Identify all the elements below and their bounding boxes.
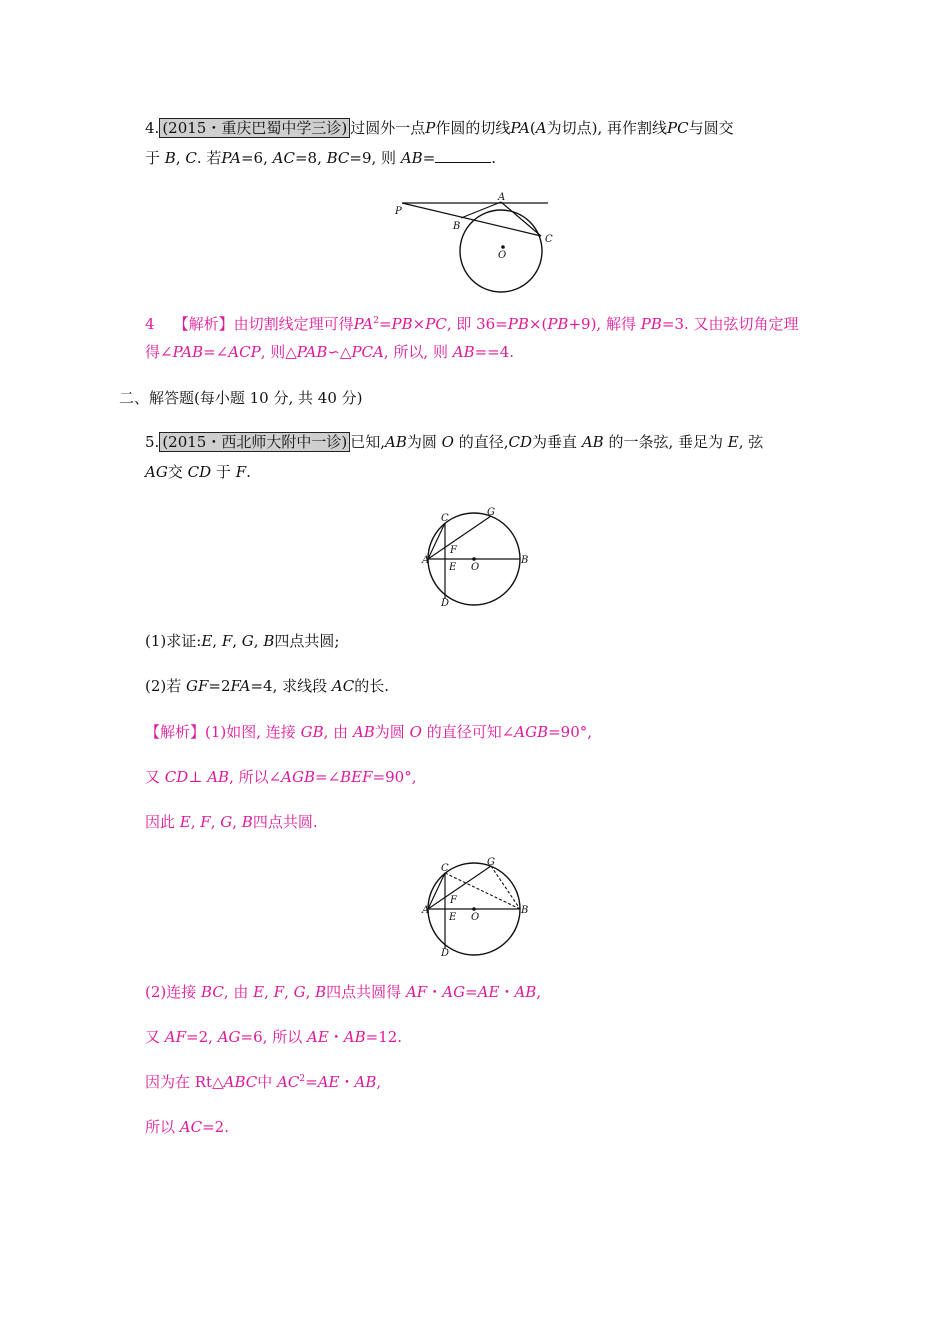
sol-text: ・ xyxy=(339,1073,355,1091)
chord-ag xyxy=(428,516,491,559)
center-point xyxy=(472,557,476,561)
label-g: G xyxy=(487,507,495,518)
q4-text: 为切点), 再作割线 xyxy=(546,119,667,137)
sol-text: 所以 xyxy=(145,1118,176,1136)
q5-text: , 弦 xyxy=(738,433,764,451)
sol-text: × xyxy=(412,315,426,333)
q4-text: =6, xyxy=(240,149,268,167)
sol-text: 由切割线定理可得 xyxy=(233,315,354,333)
part-var: E xyxy=(201,632,213,650)
q4-text: =8, xyxy=(294,149,322,167)
sol-text: =6, 所以 xyxy=(240,1028,303,1046)
sol-text: =90°, xyxy=(372,768,417,786)
sol-var: AE xyxy=(317,1073,340,1091)
sol-text: ・ xyxy=(499,983,515,1001)
q5-text: 为垂直 xyxy=(532,433,578,451)
sol-var: AGB xyxy=(514,723,549,741)
q4-text: , xyxy=(175,149,186,167)
q5-text: 交 xyxy=(167,463,183,481)
sol-text: , xyxy=(305,983,316,1001)
sol-var: O xyxy=(409,723,422,741)
sol-var: CD xyxy=(164,768,189,786)
sol-text: 因此 xyxy=(145,813,176,831)
label-f: F xyxy=(450,545,457,556)
sol-var: E xyxy=(179,813,191,831)
q5-var: CD xyxy=(508,433,533,451)
label-g: G xyxy=(487,857,495,868)
sol-text: , xyxy=(232,813,242,831)
label-o: O xyxy=(498,250,507,261)
q4-text: 作圆的切线 xyxy=(435,119,511,137)
q5-var: AB xyxy=(384,433,407,451)
sol-var: PAB xyxy=(296,343,328,361)
part-var: AC xyxy=(331,677,355,695)
sol-text: 为圆 xyxy=(374,723,405,741)
label-b: B xyxy=(521,555,529,566)
sol-text: , 由 xyxy=(323,723,349,741)
label-o: O xyxy=(471,912,480,923)
q5-var: E xyxy=(727,433,739,451)
q4-source-tag: (2015・重庆巴蜀中学三诊) xyxy=(159,118,350,138)
q5-var: F xyxy=(235,463,247,481)
q4-text: = xyxy=(422,149,436,167)
sol-text: , 所以∠ xyxy=(229,768,282,786)
sol-text: +9), 解得 xyxy=(568,315,636,333)
sol-var: E xyxy=(253,983,265,1001)
sol-text: , 所以, 则 xyxy=(383,343,448,361)
label-o: O xyxy=(471,562,480,573)
q4-text: 于 xyxy=(145,149,161,167)
q4-text: ( xyxy=(529,119,536,137)
sol-var: BEF xyxy=(340,768,373,786)
label-b: B xyxy=(521,905,529,916)
sol-var: PCA xyxy=(351,343,384,361)
label-f: F xyxy=(450,895,457,906)
sol-var: B xyxy=(315,983,327,1001)
label-c: C xyxy=(545,234,553,245)
sol-var: G xyxy=(293,983,306,1001)
sol-var: AF xyxy=(405,983,428,1001)
q5-text: 的直径, xyxy=(458,433,509,451)
q4-text: . 若 xyxy=(196,149,222,167)
sol-text: , 则△ xyxy=(260,343,297,361)
sol-text: 四点共圆得 xyxy=(326,983,402,1001)
sol-text: , xyxy=(284,983,294,1001)
q5-text: 为圆 xyxy=(406,433,437,451)
sol-text: (1)如图, 连接 xyxy=(205,723,296,741)
sol-text: 中 xyxy=(257,1073,273,1091)
sol5-line-7 xyxy=(145,1117,229,1137)
sol-text: , xyxy=(210,813,221,831)
sol-text: =2, xyxy=(186,1028,213,1046)
q4-var: AC xyxy=(272,149,295,167)
sol-text: ・ xyxy=(427,983,443,1001)
sol-var: AF xyxy=(164,1028,187,1046)
sol-text: ∽△ xyxy=(327,343,352,361)
sol-text: , xyxy=(536,983,542,1001)
sol-var: ACP xyxy=(228,343,261,361)
label-d: D xyxy=(441,598,450,609)
part-text: , xyxy=(212,632,222,650)
sol-text: , 由 xyxy=(223,983,249,1001)
q4-var: C xyxy=(185,149,197,167)
part-text: 四点共圆; xyxy=(274,632,340,650)
sol-text: ×( xyxy=(528,315,548,333)
part-text: , xyxy=(232,632,242,650)
sol-var: PB xyxy=(640,315,662,333)
sol-text: = xyxy=(465,983,478,1001)
q5-var: O xyxy=(441,433,454,451)
chord-ag xyxy=(428,866,491,909)
label-d: D xyxy=(441,948,450,959)
part-text: =2 xyxy=(208,677,231,695)
sol-var: G xyxy=(220,813,233,831)
sol-text: ・ xyxy=(328,1028,344,1046)
label-e: E xyxy=(449,562,457,573)
sol-text: , xyxy=(264,983,274,1001)
q4-number: 4. xyxy=(145,119,160,137)
sol-var: AB xyxy=(352,723,375,741)
sol-text: = xyxy=(378,315,392,333)
sol-text: , xyxy=(376,1073,382,1091)
sol-var: AB xyxy=(514,983,537,1001)
part-var: F xyxy=(221,632,233,650)
sol-var: AB xyxy=(452,343,475,361)
sol-var: PAB xyxy=(172,343,204,361)
q4-var: PC xyxy=(666,119,689,137)
sol-var: AB xyxy=(354,1073,377,1091)
label-a: A xyxy=(422,905,430,916)
sol-text: , xyxy=(190,813,201,831)
sol-text: 又 xyxy=(145,768,161,786)
sol-var: AB xyxy=(343,1028,366,1046)
label-a: A xyxy=(422,555,430,566)
part-var: GF xyxy=(186,677,209,695)
q4-var: BC xyxy=(326,149,350,167)
sol-text: 又 xyxy=(145,1028,161,1046)
part-var: B xyxy=(263,632,275,650)
q4-text: . xyxy=(491,149,497,167)
part-text: (1)求证: xyxy=(145,632,202,650)
sol-var: B xyxy=(241,813,253,831)
sol5-line-6 xyxy=(145,1072,381,1092)
figure-tangent-secant xyxy=(390,192,560,292)
label-c: C xyxy=(441,863,449,874)
sol-text: =2. xyxy=(202,1118,229,1136)
sol-var: PB xyxy=(391,315,413,333)
sol-var: GB xyxy=(300,723,324,741)
part-var: FA xyxy=(230,677,251,695)
secant-line-pc xyxy=(402,203,541,236)
superscript: 2 xyxy=(373,316,379,326)
sol-var: PB xyxy=(547,315,569,333)
sol-text: =12. xyxy=(365,1028,403,1046)
part-text: (2)若 xyxy=(145,677,182,695)
sol-var: F xyxy=(273,983,285,1001)
q5-number: 5. xyxy=(145,433,160,451)
sol-text: , 即 36= xyxy=(446,315,508,333)
sol-text: ==4. xyxy=(474,343,515,361)
q5-text: 已知, xyxy=(350,433,385,451)
q5-var: CD xyxy=(187,463,212,481)
analysis-tag: 【解析】 xyxy=(173,315,234,333)
sol-var: PA xyxy=(353,315,374,333)
sol5-line-2 xyxy=(145,767,416,787)
sol-text: (2)连接 xyxy=(145,983,197,1001)
answer-value: 4 xyxy=(145,315,155,333)
q5-line-1 xyxy=(145,432,763,452)
sol5-line-3 xyxy=(145,812,318,832)
q4-var: A xyxy=(535,119,547,137)
sol-var: PB xyxy=(507,315,529,333)
part-text: =4, 求线段 xyxy=(250,677,328,695)
sol-text: = xyxy=(305,1073,318,1091)
sol-var: AG xyxy=(217,1028,241,1046)
label-c: C xyxy=(441,513,449,524)
q4-text: 与圆交 xyxy=(688,119,734,137)
q4-text: =9, 则 xyxy=(349,149,397,167)
q5-text: . xyxy=(246,463,251,481)
sol-var: F xyxy=(200,813,211,831)
sol-text: 得∠ xyxy=(145,343,173,361)
q5-line-2 xyxy=(145,462,251,482)
q5-part-1 xyxy=(145,631,339,651)
sol5-line-1 xyxy=(145,722,592,742)
sol-text: =3. 又由弦切角定理 xyxy=(661,315,799,333)
q4-var: B xyxy=(164,149,176,167)
sol-text: =∠ xyxy=(203,343,229,361)
sol-var: AB xyxy=(207,768,230,786)
sol-var: AC xyxy=(179,1118,203,1136)
part-text: , xyxy=(253,632,264,650)
label-e: E xyxy=(449,912,457,923)
q4-var: PA xyxy=(221,149,241,167)
analysis-tag: 【解析】 xyxy=(145,723,206,741)
sol-text: ⊥ xyxy=(188,768,203,786)
label-a: A xyxy=(498,192,506,203)
superscript: 2 xyxy=(299,1074,306,1084)
sol5-line-5 xyxy=(145,1027,402,1047)
q4-text: 过圆外一点 xyxy=(350,119,426,137)
q4-line-1 xyxy=(145,118,734,138)
sol-text: 因为在 Rt△ xyxy=(145,1073,224,1091)
sol4-line-2 xyxy=(145,342,514,362)
sol-text: 四点共圆. xyxy=(252,813,318,831)
sol-var: AE xyxy=(477,983,500,1001)
q4-var: PA xyxy=(510,119,530,137)
q5-source-tag: (2015・西北师大附中一诊) xyxy=(159,432,350,452)
q4-var: P xyxy=(425,119,436,137)
label-p: P xyxy=(395,206,402,217)
sol4-line-1 xyxy=(145,314,799,334)
sol-var: AGB xyxy=(281,768,316,786)
sol-var: AE xyxy=(306,1028,329,1046)
q5-var: AB xyxy=(581,433,604,451)
sol-text: 的直径可知∠ xyxy=(426,723,515,741)
center-point xyxy=(501,245,505,249)
sol-text: =∠ xyxy=(315,768,341,786)
q4-var: AB xyxy=(400,149,423,167)
sol-var: AG xyxy=(442,983,466,1001)
sol-var: PC xyxy=(425,315,447,333)
q5-text: 的一条弦, 垂足为 xyxy=(608,433,724,451)
q5-part-2 xyxy=(145,676,389,696)
sol-var: BC xyxy=(201,983,224,1001)
q5-var: AG xyxy=(145,463,168,481)
answer-blank xyxy=(435,148,491,163)
section-heading: 二、解答题(每小题 10 分, 共 40 分) xyxy=(119,389,363,407)
sol-var: ABC xyxy=(223,1073,258,1091)
q5-text: 于 xyxy=(215,463,231,481)
figure-circle-chord-dashed xyxy=(420,855,535,959)
center-point xyxy=(472,907,476,911)
part-var: G xyxy=(241,632,254,650)
sol-var: AC xyxy=(277,1073,300,1091)
label-b: B xyxy=(453,221,461,232)
figure-circle-chord xyxy=(420,505,535,609)
part-text: 的长. xyxy=(354,677,390,695)
sol-text: =90°, xyxy=(548,723,593,741)
sol5-line-4 xyxy=(145,982,541,1002)
q4-line-2 xyxy=(145,148,496,168)
